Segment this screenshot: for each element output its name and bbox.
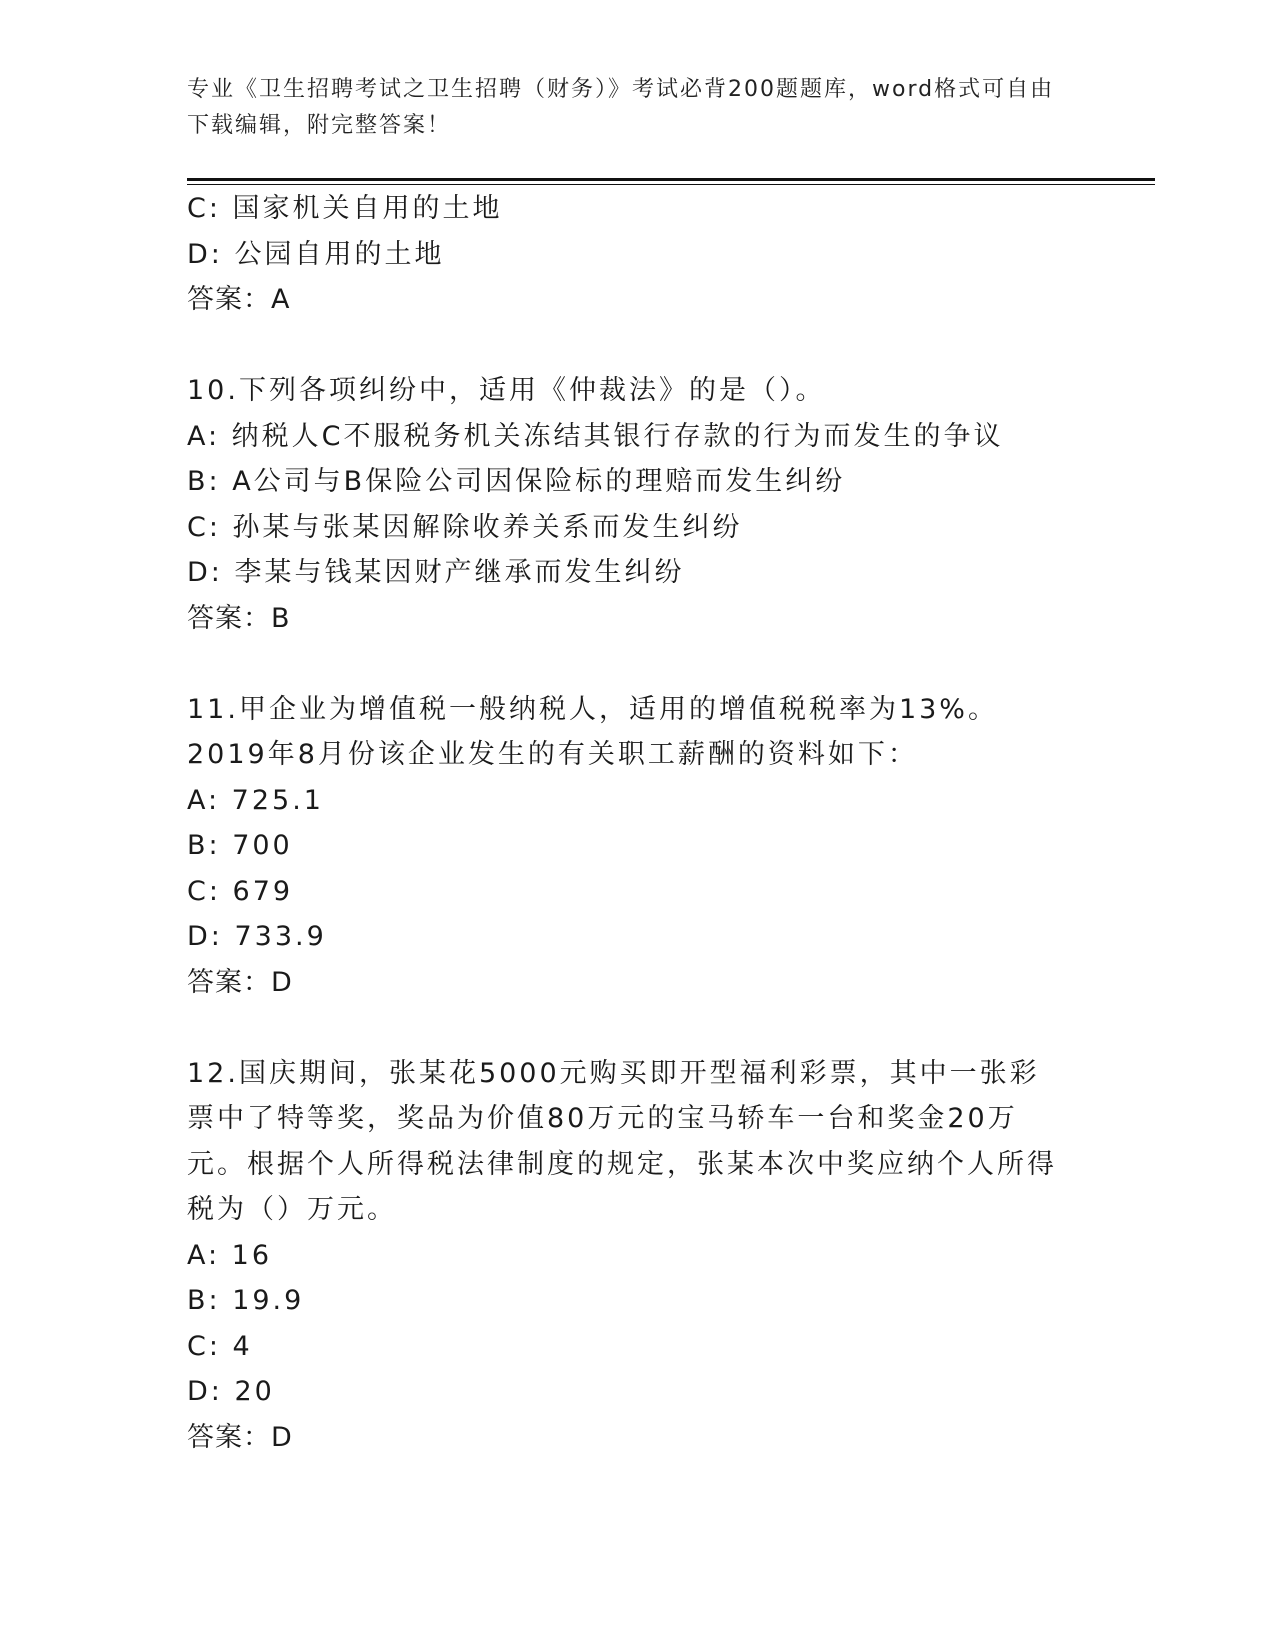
question-11: [187, 687, 1087, 1006]
answer-line: 答案：D: [187, 966, 293, 998]
answer-line: 答案：D: [187, 1421, 293, 1453]
question-list: [187, 186, 1087, 1460]
option-d: D: 公园自用的土地: [187, 238, 445, 270]
option-d: D: 李某与钱某因财产继承而发生纠纷: [187, 557, 685, 588]
question-stem: 10.下列各项纠纷中，适用《仲裁法》的是（）。: [187, 375, 826, 406]
option-c: C: 679: [187, 875, 294, 907]
option-b: B: 700: [187, 830, 293, 861]
option-c: C: 国家机关自用的土地: [187, 193, 503, 224]
option-c: C: 孙某与张某因解除收养关系而发生纠纷: [187, 511, 743, 543]
option-a: A: 纳税人C不服税务机关冻结其银行存款的行为而发生的争议: [187, 420, 1004, 452]
option-b: B: A公司与B保险公司因保险标的理赔而发生纠纷: [187, 466, 846, 497]
question-stem: 11.甲企业为增值税一般纳税人，适用的增值税税率为13%。2019年8月份该企业发生的有关职工薪酬的资料如下：: [187, 693, 998, 770]
answer-line: 答案：A: [187, 284, 291, 315]
header-rule-thick: [187, 178, 1155, 181]
option-a: A: 725.1: [187, 784, 324, 816]
question-stem: 12.国庆期间，张某花5000元购买即开型福利彩票，其中一张彩票中了特等奖，奖品为价值80万元的宝马轿车一台和奖金20万元。根据个人所得税法律制度的规定，张某本次中奖应纳个人所得税为（）万元。: [187, 1057, 1057, 1225]
option-d: D: 733.9: [187, 921, 327, 952]
question-12: [187, 1051, 1087, 1461]
option-b: B: 19.9: [187, 1285, 305, 1316]
option-c: C: 4: [187, 1330, 253, 1362]
question-10: [187, 368, 1087, 641]
header-rule-thin: [187, 184, 1155, 185]
option-a: A: 16: [187, 1239, 273, 1271]
option-d: D: 20: [187, 1376, 275, 1407]
document-header: 专业《卫生招聘考试之卫生招聘（财务）》考试必背200题题库，word格式可自由下载编辑，附完整答案！: [187, 77, 1055, 138]
answer-line: 答案：B: [187, 602, 291, 634]
carryover-question: [187, 186, 1087, 323]
